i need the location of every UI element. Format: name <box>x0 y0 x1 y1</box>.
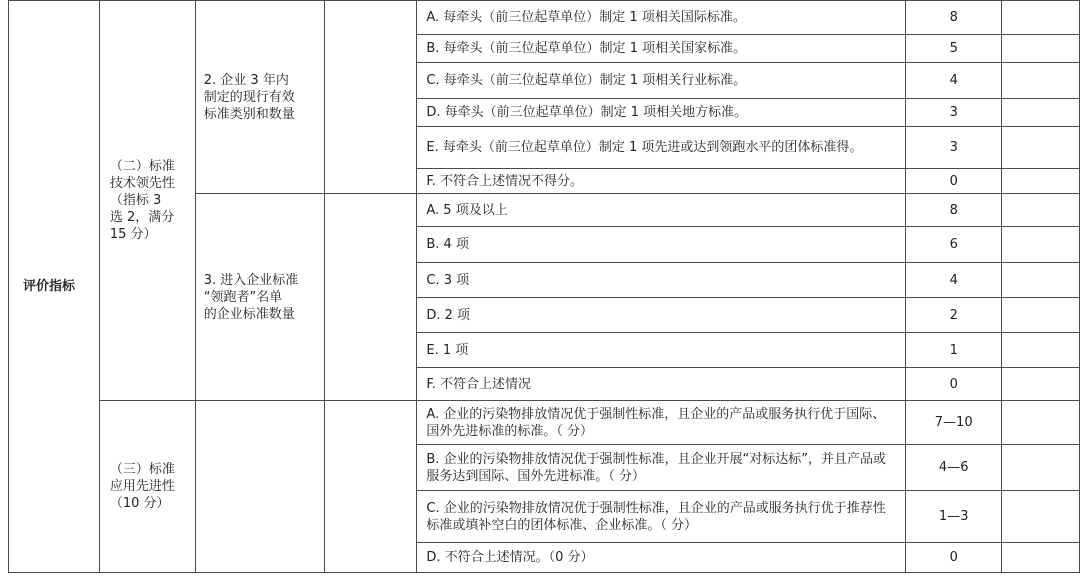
main-category-cell: 评价指标 <box>9 1 100 573</box>
option-cell: E. 每牵头（前三位起草单位）制定 1 项先进或达到领跑水平的团体标准得。 <box>417 127 906 169</box>
indicator-line: 的企业标准数量 <box>203 306 295 322</box>
option-cell: D. 每牵头（前三位起草单位）制定 1 项相关地方标准。 <box>417 99 906 127</box>
blank-cell <box>1002 99 1080 127</box>
score-cell: 4 <box>906 263 1002 298</box>
blank-cell <box>1002 35 1080 63</box>
blank-cell <box>324 401 417 573</box>
blank-cell <box>1002 445 1080 491</box>
score-cell: 3 <box>906 99 1002 127</box>
score-cell: 4 <box>906 63 1002 99</box>
option-cell: A. 每牵头（前三位起草单位）制定 1 项相关国际标准。 <box>417 1 906 35</box>
option-cell: A. 5 项及以上 <box>417 194 906 227</box>
category-line: （三）标准 <box>109 462 175 477</box>
evaluation-table <box>8 0 1080 573</box>
blank-cell <box>1002 169 1080 194</box>
blank-cell <box>324 1 417 194</box>
table-row <box>9 1 1080 35</box>
blank-cell <box>1002 194 1080 227</box>
score-cell: 1 <box>906 333 1002 368</box>
score-cell: 1—3 <box>906 491 1002 543</box>
score-cell: 6 <box>906 227 1002 263</box>
section-category-cell <box>99 1 195 401</box>
option-cell: D. 不符合上述情况。（0 分） <box>417 543 906 573</box>
indicator-name-cell <box>195 1 324 194</box>
indicator-line: 2. 企业 3 年内 <box>203 72 289 88</box>
blank-cell <box>1002 263 1080 298</box>
section-category-cell <box>99 401 195 573</box>
category-line: 选 2，满分 <box>109 210 175 225</box>
option-cell: C. 企业的污染物排放情况优于强制性标准，且企业的产品或服务执行优于推荐性标准或填补空白的团体标准、企业标准。（ 分） <box>417 491 906 543</box>
category-line: （二）标准 <box>109 159 175 174</box>
category-line: （指标 3 <box>109 193 162 208</box>
indicator-line: 制定的现行有效 <box>203 89 295 105</box>
blank-cell <box>1002 543 1080 573</box>
score-cell: 0 <box>906 169 1002 194</box>
indicator-name-cell <box>195 194 324 401</box>
indicator-line: 标准类别和数量 <box>203 106 295 122</box>
option-cell: A. 企业的污染物排放情况优于强制性标准，且企业的产品或服务执行优于国际、国外先进标准的标准。（ 分） <box>417 401 906 445</box>
blank-cell <box>1002 401 1080 445</box>
blank-cell <box>324 194 417 401</box>
option-cell: F. 不符合上述情况 <box>417 368 906 401</box>
blank-cell <box>1002 333 1080 368</box>
table-row <box>9 401 1080 445</box>
option-cell: F. 不符合上述情况不得分。 <box>417 169 906 194</box>
blank-cell <box>1002 127 1080 169</box>
option-cell: B. 4 项 <box>417 227 906 263</box>
score-cell: 8 <box>906 1 1002 35</box>
score-cell: 3 <box>906 127 1002 169</box>
indicator-line: 3. 进入企业标准 <box>203 272 299 288</box>
score-cell: 4—6 <box>906 445 1002 491</box>
blank-cell <box>1002 298 1080 333</box>
score-cell: 8 <box>906 194 1002 227</box>
blank-cell <box>1002 63 1080 99</box>
option-cell: D. 2 项 <box>417 298 906 333</box>
option-cell: C. 3 项 <box>417 263 906 298</box>
category-line: 应用先进性 <box>109 479 175 494</box>
option-cell: B. 企业的污染物排放情况优于强制性标准，且企业开展“对标达标”，并且产品或服务达到国际、国外先进标准。（ 分） <box>417 445 906 491</box>
score-cell: 7—10 <box>906 401 1002 445</box>
blank-cell <box>1002 1 1080 35</box>
score-cell: 0 <box>906 368 1002 401</box>
indicator-name-cell <box>195 401 324 573</box>
option-cell: C. 每牵头（前三位起草单位）制定 1 项相关行业标准。 <box>417 63 906 99</box>
category-line: 15 分） <box>109 227 157 242</box>
score-cell: 2 <box>906 298 1002 333</box>
category-line: （10 分） <box>109 496 170 511</box>
score-cell: 5 <box>906 35 1002 63</box>
option-cell: E. 1 项 <box>417 333 906 368</box>
option-cell: B. 每牵头（前三位起草单位）制定 1 项相关国家标准。 <box>417 35 906 63</box>
blank-cell <box>1002 227 1080 263</box>
score-cell: 0 <box>906 543 1002 573</box>
indicator-line: “领跑者”名单 <box>203 289 283 305</box>
blank-cell <box>1002 368 1080 401</box>
blank-cell <box>1002 491 1080 543</box>
category-line: 技术领先性 <box>109 176 175 191</box>
